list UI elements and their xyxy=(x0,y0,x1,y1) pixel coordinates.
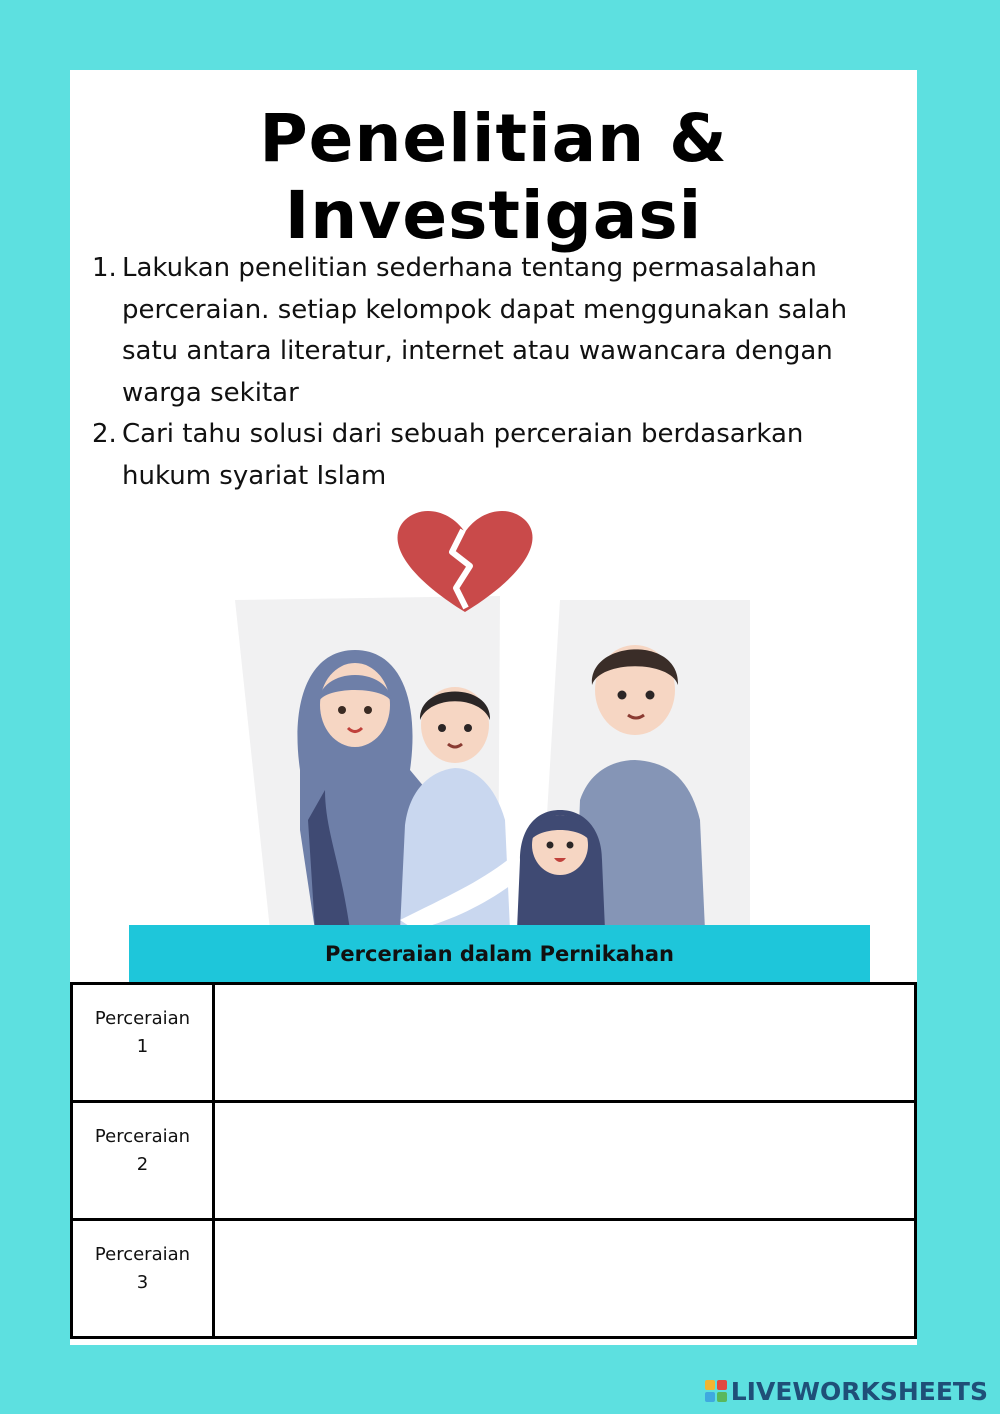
row-label-text: Perceraian xyxy=(94,1126,191,1147)
row-label-text: Perceraian xyxy=(94,1244,191,1265)
instruction-item xyxy=(92,414,895,497)
row-label xyxy=(72,1220,214,1338)
row-label-number: 2 xyxy=(136,1154,149,1175)
answer-cell[interactable] xyxy=(214,984,916,1102)
row-label xyxy=(72,1102,214,1220)
brand-text: LIVEWORKSHEETS xyxy=(730,1376,988,1406)
answer-cell[interactable] xyxy=(214,1220,916,1338)
instruction-list xyxy=(92,248,895,497)
family-illustration xyxy=(230,500,760,930)
table-row xyxy=(72,1220,916,1338)
liveworksheets-logo-icon xyxy=(705,1380,727,1402)
worksheet-page xyxy=(70,70,917,1345)
row-label-text: Perceraian xyxy=(94,1008,191,1029)
instruction-text: Cari tahu solusi dari sebuah perceraian berdasarkan hukum syariat Islam xyxy=(122,419,804,491)
instruction-number: 2. xyxy=(92,419,117,449)
row-label-number: 3 xyxy=(136,1272,149,1293)
broken-heart-icon xyxy=(398,511,533,612)
table-row xyxy=(72,984,916,1102)
caption-band: Perceraian dalam Pernikahan xyxy=(129,925,870,982)
liveworksheets-brand[interactable] xyxy=(705,1376,988,1406)
row-label-number: 1 xyxy=(136,1036,149,1057)
instruction-item xyxy=(92,248,895,414)
row-label xyxy=(72,984,214,1102)
answer-table xyxy=(70,982,917,1339)
daughter-figure xyxy=(517,810,605,930)
page-title: Penelitian & Investigasi xyxy=(259,100,728,254)
instruction-text: Lakukan penelitian sederhana tentang permasalahan perceraian. setiap kelompok dapat menggunakan salah satu antara literatur, internet atau wawancara dengan warga sekitar xyxy=(122,253,848,408)
answer-cell[interactable] xyxy=(214,1102,916,1220)
table-row xyxy=(72,1102,916,1220)
instruction-number: 1. xyxy=(92,253,117,283)
